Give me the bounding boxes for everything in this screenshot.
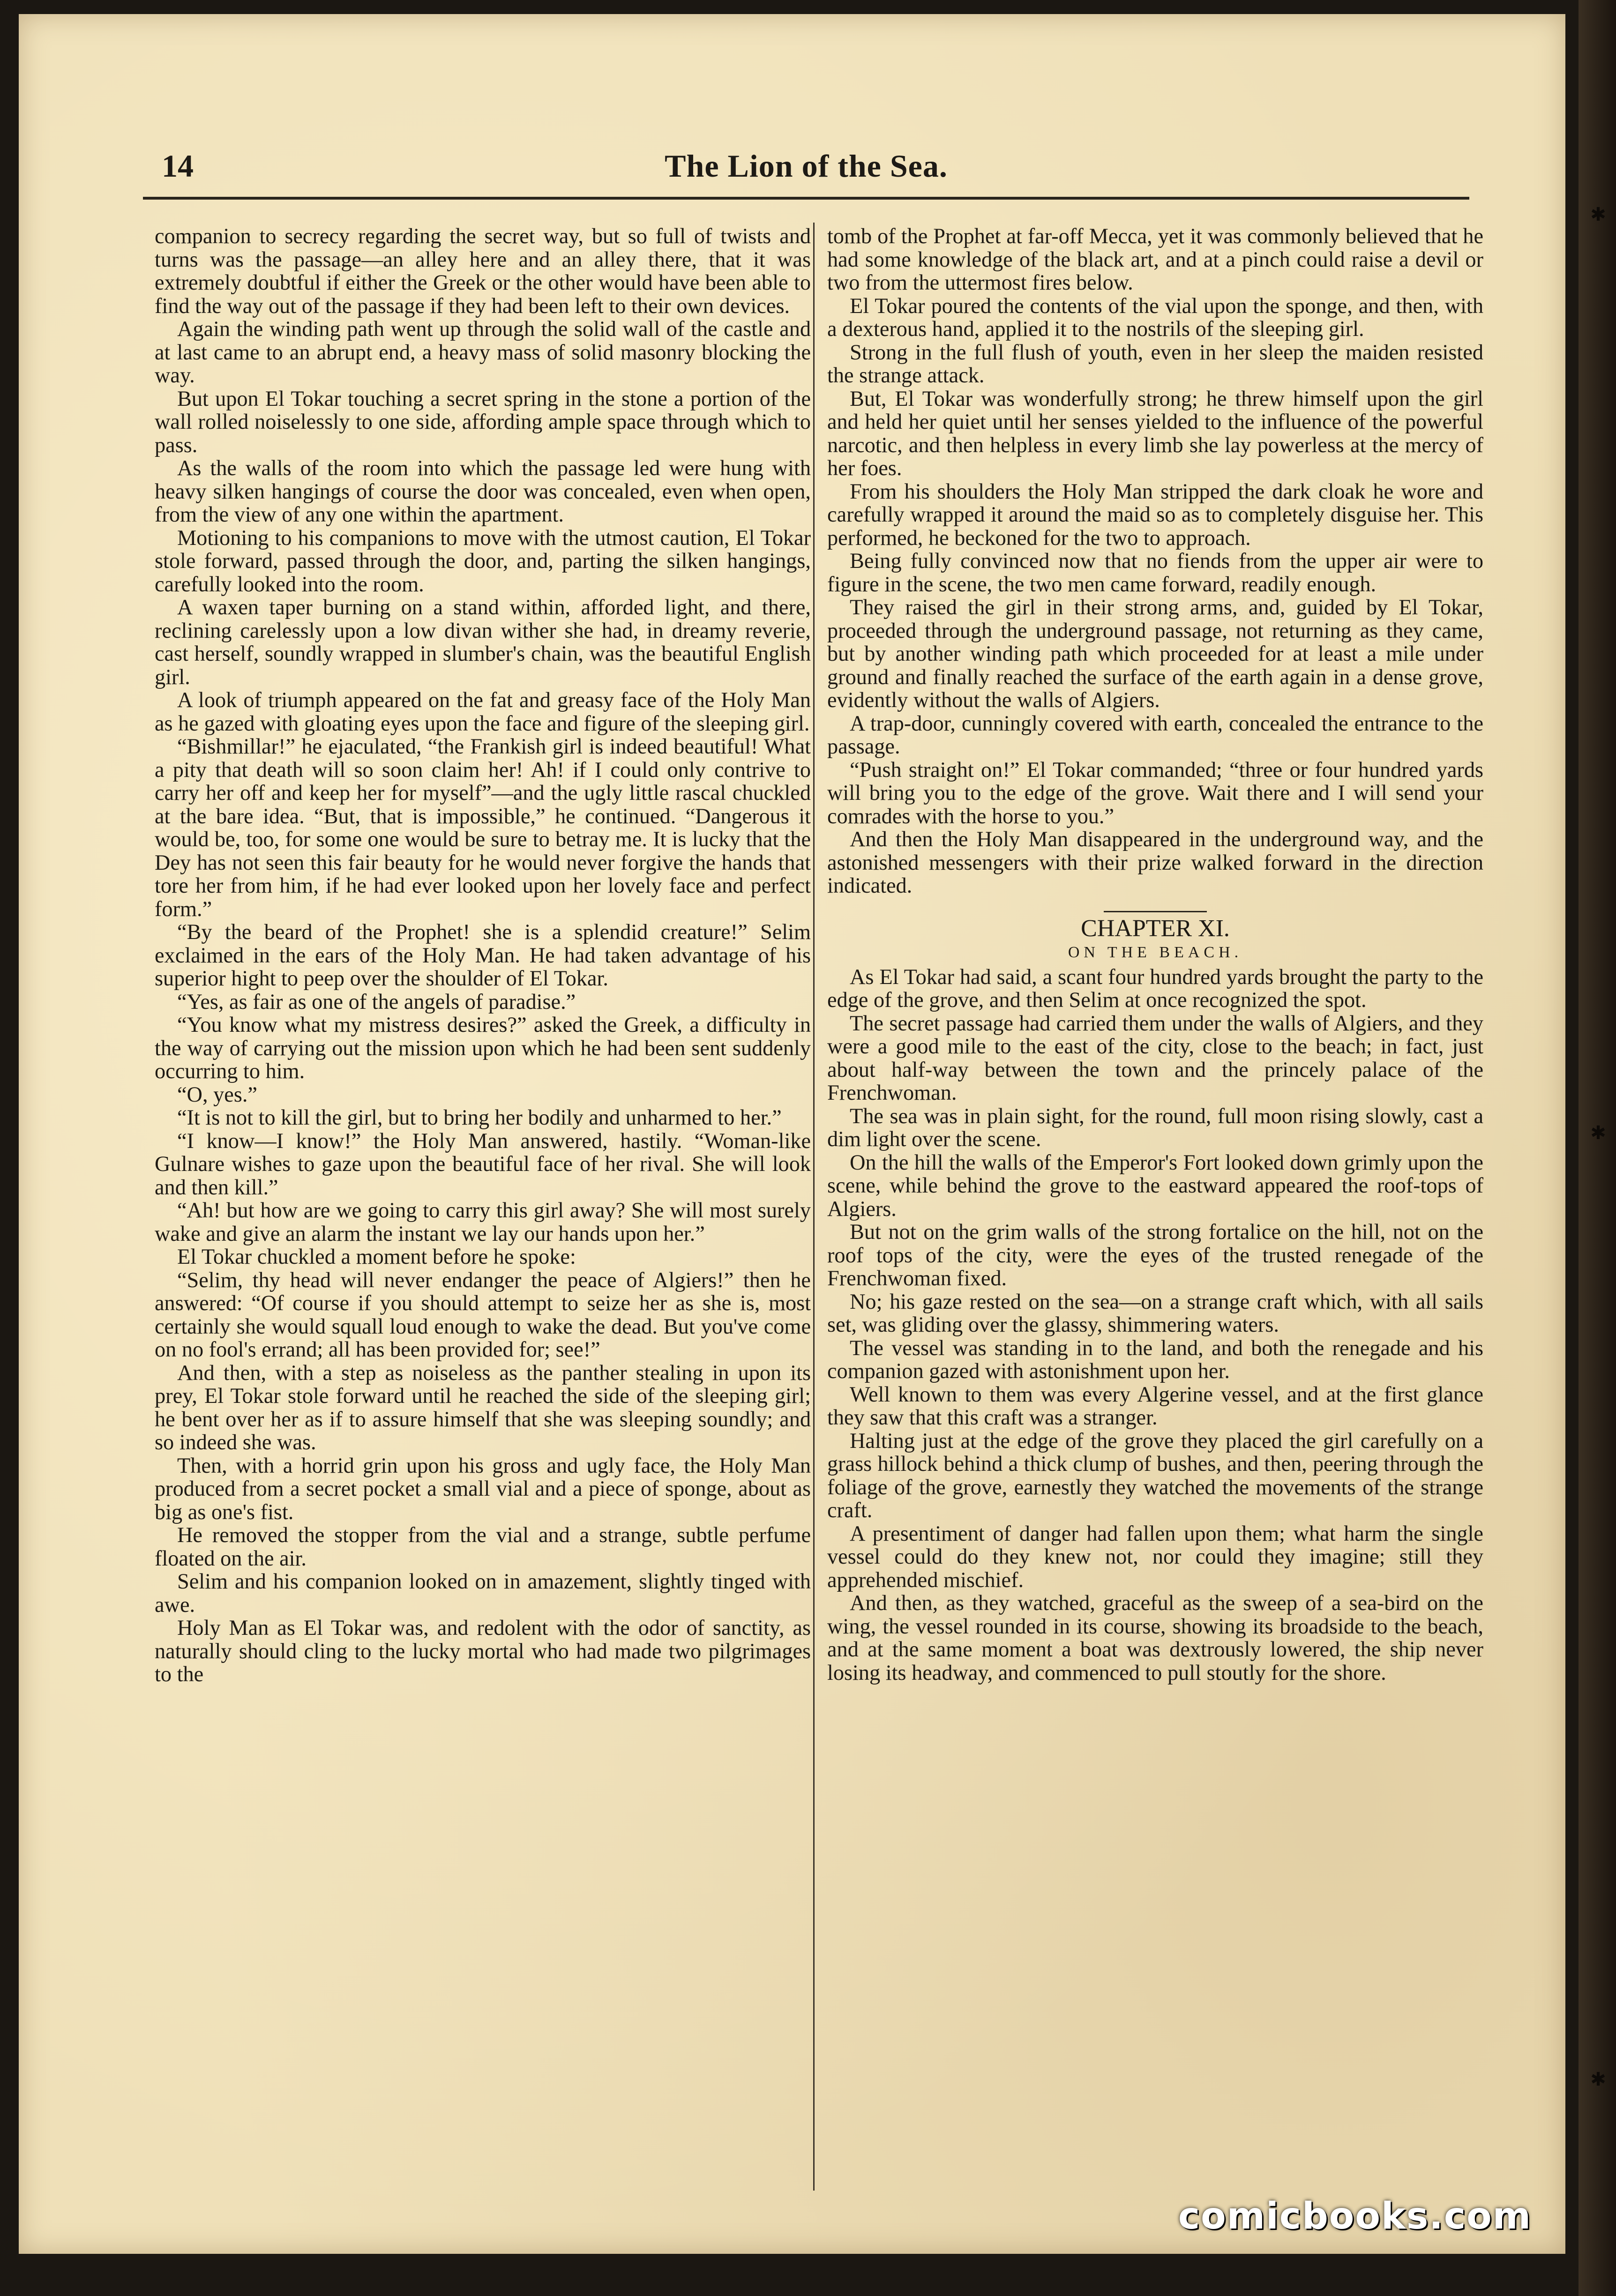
chapter-subtitle: ON THE BEACH. xyxy=(1068,943,1243,961)
paragraph: The secret passage had carried them under the walls of Algiers, and they were a good mile to the east of the city, close to the beach; in fact, just about half-way between the town and the princely palace of the Frenchwoman. xyxy=(827,1011,1483,1105)
paragraph: “Ah! but how are we going to carry this girl away? She will most surely wake and give an alarm the instant we lay our hands upon her.” xyxy=(155,1199,811,1246)
paragraph: tomb of the Prophet at far-off Mecca, yet it was commonly believed that he had some knowledge of the black art, and at a pinch could raise a devil or two from the uttermost fires below. xyxy=(827,224,1483,295)
header-rule xyxy=(143,197,1469,200)
paragraph: “Push straight on!” El Tokar commanded; “three or four hundred yards will bring you to the edge of the grove. Wait there and I will send your comrades with the horse to you.” xyxy=(827,758,1483,828)
paragraph: “I know—I know!” the Holy Man answered, hastily. “Woman-like Gulnare wishes to gaze upon the beautiful face of her rival. She will look and then kill.” xyxy=(155,1129,811,1200)
paragraph: But, El Tokar was wonderfully strong; he threw himself upon the girl and held her quiet until her senses yielded to the influence of the powerful narcotic, and then helpless in every limb she lay powerless at the mercy of her foes. xyxy=(827,387,1483,480)
paragraph: “It is not to kill the girl, but to bring her bodily and unharmed to her.” xyxy=(177,1106,782,1130)
paragraph: But not on the grim walls of the strong fortalice on the hill, not on the roof tops of the city, were the eyes of the trusted renegade of the Frenchwoman fixed. xyxy=(827,1220,1483,1290)
binding-stitch-icon: ✱ xyxy=(1590,1122,1606,1144)
paragraph: As the walls of the room into which the passage led were hung with heavy silken hangings of course the door was concealed, even when open, from the view of any one within the apartment. xyxy=(155,456,811,527)
paragraph: Again the winding path went up through the solid wall of the castle and at last came to an abrupt end, a heavy mass of solid masonry blocking the way. xyxy=(155,317,811,388)
paragraph: Holy Man as El Tokar was, and redolent with the odor of sanctity, as naturally should cling to the lucky mortal who had made two pilgrimages to the xyxy=(155,1616,811,1686)
paragraph: “By the beard of the Prophet! she is a splendid creature!” Selim exclaimed in the ears of the Holy Man. He had taken advantage of his superior hight to peep over the shoulder of El Tokar. xyxy=(155,920,811,991)
paragraph: On the hill the walls of the Emperor's Fort looked down grimly upon the scene, while behind the grove to the eastward appeared the roof-tops of Algiers. xyxy=(827,1150,1483,1221)
running-title: The Lion of the Sea. xyxy=(665,148,948,184)
paragraph: They raised the girl in their strong arms, and, guided by El Tokar, proceeded through the underground passage, not returning as they came, but by another winding path which proceeded for at least a mile under ground and finally reached the surface of the earth again in a dense grove, evidently without the walls of Algiers. xyxy=(827,596,1483,712)
book-spine xyxy=(1579,0,1616,2296)
paragraph: But upon El Tokar touching a secret spring in the stone a portion of the wall rolled noiselessly to one side, affording ample space through which to pass. xyxy=(155,387,811,457)
chapter-heading xyxy=(827,911,1483,963)
paragraph: A look of triumph appeared on the fat and greasy face of the Holy Man as he gazed with gloating eyes upon the face and figure of the sleeping girl. xyxy=(155,688,811,736)
site-watermark: comicbooks.com xyxy=(1178,2195,1532,2237)
left-column xyxy=(155,225,811,2184)
chapter-title: CHAPTER XI. xyxy=(1081,915,1230,942)
paragraph: And then, with a step as noiseless as the panther stealing in upon its prey, El Tokar stole forward until he reached the side of the sleeping girl; he bent over her as if to assure himself that she was sleeping soundly; and so indeed she was. xyxy=(155,1361,811,1454)
paragraph: A waxen taper burning on a stand within, afforded light, and there, reclining carelessly upon a low divan wither she had, in dreamy reverie, cast herself, soundly wrapped in slumber's chain, was the beautiful English girl. xyxy=(155,596,811,689)
paragraph: As El Tokar had said, a scant four hundred yards brought the party to the edge of the grove, and then Selim at once recognized the spot. xyxy=(827,965,1483,1012)
binding-stitch-icon: ✱ xyxy=(1590,204,1606,225)
paragraph: “Yes, as fair as one of the angels of paradise.” xyxy=(177,990,576,1014)
paragraph: “O, yes.” xyxy=(177,1082,257,1107)
paragraph: Well known to them was every Algerine vessel, and at the first glance they saw that this craft was a stranger. xyxy=(827,1382,1483,1430)
right-column-before-chapter xyxy=(827,225,1483,898)
paragraph: “You know what my mistress desires?” asked the Greek, a difficulty in the way of carrying out the mission upon which he had been sent suddenly occurring to him. xyxy=(155,1013,811,1083)
paragraph: And then, as they watched, graceful as the sweep of a sea-bird on the wing, the vessel rounded in its course, showing its broadside to the beach, and at the same moment a boat was dextrously lowered, the ship never losing its headway, and commenced to pull stoutly for the shore. xyxy=(827,1591,1483,1685)
page-header xyxy=(143,148,1469,190)
binding-stitch-icon: ✱ xyxy=(1590,2069,1606,2090)
paragraph: Strong in the full flush of youth, even in her sleep the maiden resisted the strange attack. xyxy=(827,340,1483,388)
paragraph: El Tokar poured the contents of the vial upon the sponge, and then, with a dexterous hand, applied it to the nostrils of the sleeping girl. xyxy=(827,294,1483,341)
paragraph: The sea was in plain sight, for the round, full moon rising slowly, cast a dim light over the scene. xyxy=(827,1104,1483,1151)
paragraph: A presentiment of danger had fallen upon them; what harm the single vessel could do they knew not, nor could they imagine; still they apprehended mischief. xyxy=(827,1521,1483,1592)
paragraph: “Selim, thy head will never endanger the peace of Algiers!” then he answered: “Of course if you should attempt to seize her as she is, most certainly she would squall loud enough to wake the dead. But you've come on no fool's errand; all has been provided for; see!” xyxy=(155,1268,811,1362)
paragraph: Selim and his companion looked on in amazement, slightly tinged with awe. xyxy=(155,1570,811,1617)
paragraph: Being fully convinced now that no fiends from the upper air were to figure in the scene, the two men came forward, readily enough. xyxy=(827,549,1483,596)
column-divider xyxy=(813,223,815,2191)
paragraph: No; his gaze rested on the sea—on a strange craft which, with all sails set, was gliding over the glassy, shimmering waters. xyxy=(827,1290,1483,1337)
right-column-after-chapter xyxy=(827,966,1483,1685)
paragraph: companion to secrecy regarding the secret way, but so full of twists and turns was the passage—an alley here and an alley there, that it was extremely doubtful if either the Greek or the other would have been able to find the way out of the passage if they had been left to their own devices. xyxy=(155,224,811,318)
paragraph: Motioning to his companions to move with the utmost caution, El Tokar stole forward, passed through the door, and, parting the silken hangings, carefully looked into the room. xyxy=(155,526,811,596)
paragraph: Halting just at the edge of the grove they placed the girl carefully on a grass hillock behind a thick clump of bushes, and then, peering through the foliage of the grove, earnestly they watched the movements of the strange craft. xyxy=(827,1429,1483,1522)
right-column xyxy=(827,225,1483,2184)
paragraph: El Tokar chuckled a moment before he spoke: xyxy=(177,1245,576,1269)
paragraph: Then, with a horrid grin upon his gross and ugly face, the Holy Man produced from a secret pocket a small vial and a piece of sponge, about as big as one's fist. xyxy=(155,1454,811,1524)
chapter-rule xyxy=(1104,911,1207,912)
paragraph: A trap-door, cunningly covered with earth, concealed the entrance to the passage. xyxy=(827,711,1483,759)
paragraph: From his shoulders the Holy Man stripped the dark cloak he wore and carefully wrapped it around the maid so as to completely disguise her. This performed, he beckoned for the two to approach. xyxy=(827,479,1483,550)
paragraph: “Bishmillar!” he ejaculated, “the Frankish girl is indeed beautiful! What a pity that death will so soon claim her! Ah! if I could only contrive to carry her off and keep her for myself”—and the ugly little rascal chuckled at the bare idea. “But, that is impossible,” he continued. “Dangerous it would be, too, for some one would be sure to betray me. It is lucky that the Dey has not seen this fair beauty for he would never forgive the hands that tore her from him, if he had ever looked upon her lovely face and perfect form.” xyxy=(155,735,811,921)
paragraph: He removed the stopper from the vial and a strange, subtle perfume floated on the air. xyxy=(155,1523,811,1571)
paragraph: The vessel was standing in to the land, and both the renegade and his companion gazed with astonishment upon her. xyxy=(827,1336,1483,1383)
page-number: 14 xyxy=(162,148,194,184)
paragraph: And then the Holy Man disappeared in the underground way, and the astonished messengers with their prize walked forward in the direction indicated. xyxy=(827,827,1483,898)
